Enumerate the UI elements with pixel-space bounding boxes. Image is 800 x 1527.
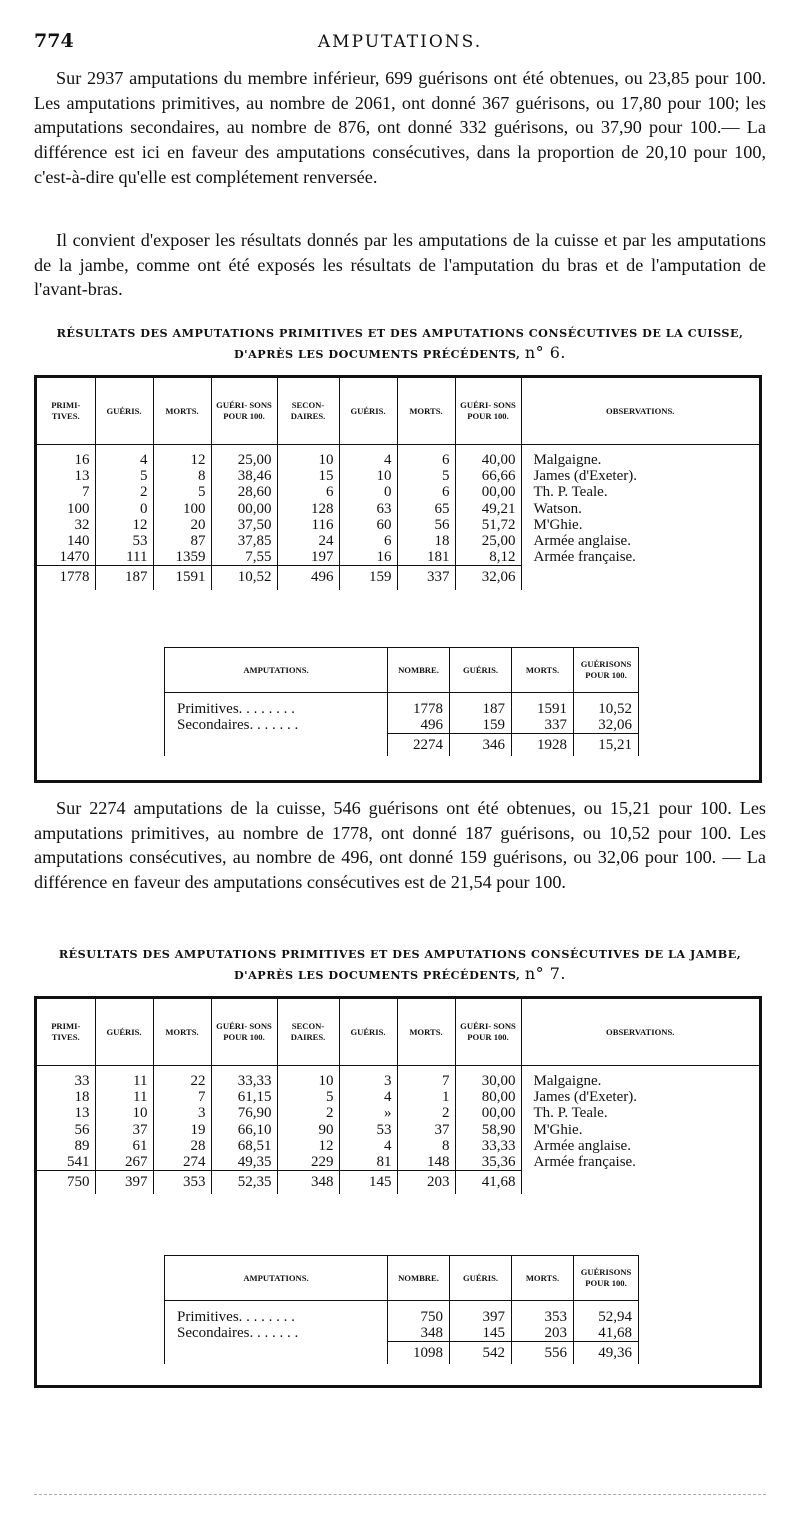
data-cell: 49,35 <box>211 1154 277 1171</box>
table-row <box>37 1089 759 1105</box>
summary-row <box>165 1301 639 1326</box>
total-cell: 41,68 <box>455 1171 521 1195</box>
data-cell: 24 <box>277 533 339 549</box>
data-cell: 16 <box>339 549 397 566</box>
data-cell: 1359 <box>153 549 211 566</box>
paragraph-lower-limb: Sur 2937 amputations du membre inférieur, 699 guérisons ont été obtenues, ou 23,85 pour 100. Les amputations primitives, au nombre de 2061, ont donné 367 guérisons, ou 17,80 pour 100; les amputations secondaires, au nombre de 876, ont donné 332 guérisons, ou 37,90 pour 100.— La différence est ici en faveur des amputations consécutives, dans la proportion de 20,10 pour 100, c'est-à-dire qu'elle est complétement renversée. <box>34 68 766 187</box>
totals-row <box>37 1171 759 1195</box>
data-cell: 87 <box>153 533 211 549</box>
summary-totals-row <box>165 1342 639 1365</box>
summary-label: Primitives. . . . . . . . <box>165 693 388 718</box>
total-cell: 145 <box>339 1171 397 1195</box>
observation-cell: Armée française. <box>533 1154 636 1171</box>
summary-label: Primitives. . . . . . . . <box>165 1301 388 1326</box>
total-cell: 52,35 <box>211 1171 277 1195</box>
table-7 <box>37 999 759 1194</box>
table-row <box>37 1138 759 1154</box>
table-row <box>37 1066 759 1090</box>
header-gueris-pour-100: GUÉRI- SONS POUR 100. <box>211 378 277 445</box>
data-cell: 10 <box>277 445 339 469</box>
data-cell: 4 <box>339 445 397 469</box>
summary-cell: 41,68 <box>574 1325 639 1342</box>
table-row <box>37 533 759 549</box>
data-cell: 00,00 <box>455 1105 521 1121</box>
data-cell: 111 <box>95 549 153 566</box>
summary-cell: 187 <box>450 693 512 718</box>
table-row <box>37 484 759 500</box>
summary-header-amputations: AMPUTATIONS. <box>165 1256 388 1301</box>
summary-cell: 496 <box>388 717 450 734</box>
data-cell: 7 <box>397 1066 455 1090</box>
data-cell: 51,72 <box>455 517 521 533</box>
header-morts: MORTS. <box>397 999 455 1066</box>
data-cell: 10 <box>339 468 397 484</box>
data-cell: 68,51 <box>211 1138 277 1154</box>
data-cell: 76,90 <box>211 1105 277 1121</box>
data-cell: 40,00 <box>455 445 521 469</box>
summary-cell: 1778 <box>388 693 450 718</box>
data-cell: 5 <box>277 1089 339 1105</box>
table-6 <box>37 378 759 590</box>
summary-totals-row <box>165 734 639 757</box>
data-cell: 56 <box>37 1122 95 1138</box>
header-gueris-pour-100: GUÉRI- SONS POUR 100. <box>455 378 521 445</box>
data-cell: 81 <box>339 1154 397 1171</box>
data-cell: 7 <box>37 484 95 500</box>
summary-cell: 145 <box>450 1325 512 1342</box>
data-cell: 6 <box>397 445 455 469</box>
observation-cell: Malgaigne. <box>533 1073 602 1089</box>
data-cell: 37,50 <box>211 517 277 533</box>
data-cell: 49,21 <box>455 501 521 517</box>
summary-row <box>165 717 639 734</box>
summary-header-amputations: AMPUTATIONS. <box>165 648 388 693</box>
summary-cell: 10,52 <box>574 693 639 718</box>
summary-cell: 397 <box>450 1301 512 1326</box>
header-gueris: GUÉRIS. <box>339 999 397 1066</box>
summary-header-nombre: NOMBRE. <box>388 1256 450 1301</box>
total-cell: 348 <box>277 1171 339 1195</box>
table-row <box>37 1105 759 1121</box>
summary-cell: 159 <box>450 717 512 734</box>
data-cell: 16 <box>37 445 95 469</box>
data-cell: 4 <box>95 445 153 469</box>
total-cell: 1591 <box>153 566 211 590</box>
data-cell: 10 <box>277 1066 339 1090</box>
data-cell: 30,00 <box>455 1066 521 1090</box>
data-cell: 37 <box>397 1122 455 1138</box>
data-cell: 20 <box>153 517 211 533</box>
summary-total-cell: 15,21 <box>574 734 639 757</box>
data-cell: 63 <box>339 501 397 517</box>
data-cell: 33,33 <box>211 1066 277 1090</box>
data-cell: 2 <box>397 1105 455 1121</box>
observation-cell: Armée anglaise. <box>533 1137 631 1154</box>
data-cell: 2 <box>277 1105 339 1121</box>
summary-total-cell: 49,36 <box>574 1342 639 1365</box>
header-primitives: PRIMI- TIVES. <box>37 378 95 445</box>
data-cell: 3 <box>153 1105 211 1121</box>
paragraph-thigh-leg-intro: Il convient d'exposer les résultats donnés par les amputations de la cuisse et par les amputations de la jambe, comme ont été exposés les résultats de l'amputation du bras et de l'amputation de l'avant-bras. <box>34 230 766 300</box>
table-7-summary <box>164 1255 639 1364</box>
total-cell: 187 <box>95 566 153 590</box>
data-cell: 38,46 <box>211 468 277 484</box>
header-primitives: PRIMI- TIVES. <box>37 999 95 1066</box>
data-cell: 18 <box>37 1089 95 1105</box>
summary-row <box>165 693 639 718</box>
data-cell: 65 <box>397 501 455 517</box>
header-morts: MORTS. <box>153 378 211 445</box>
data-cell: 35,36 <box>455 1154 521 1171</box>
data-cell: 4 <box>339 1138 397 1154</box>
table-7-frame <box>34 996 762 1388</box>
header-gueris: GUÉRIS. <box>95 999 153 1066</box>
data-cell: 80,00 <box>455 1089 521 1105</box>
data-cell: 100 <box>153 501 211 517</box>
footer-rule <box>34 1494 766 1495</box>
data-cell: 197 <box>277 549 339 566</box>
summary-cell: 203 <box>512 1325 574 1342</box>
observation-cell: Th. P. Teale. <box>533 484 608 501</box>
data-cell: 15 <box>277 468 339 484</box>
summary-header-gueris-pour-100: GUÉRISONS POUR 100. <box>574 1256 639 1301</box>
empty-cell <box>521 1171 759 1195</box>
table-6-frame <box>34 375 762 783</box>
summary-header-morts: MORTS. <box>512 1256 574 1301</box>
observation-cell: Armée française. <box>533 549 636 566</box>
data-cell: 12 <box>153 445 211 469</box>
summary-label: Secondaires. . . . . . . <box>165 1325 388 1342</box>
header-gueris: GUÉRIS. <box>95 378 153 445</box>
table-row <box>37 549 759 566</box>
data-cell: 8,12 <box>455 549 521 566</box>
total-cell: 1778 <box>37 566 95 590</box>
data-cell: 33 <box>37 1066 95 1090</box>
observation-cell: M'Ghie. <box>533 516 583 533</box>
summary-cell: 32,06 <box>574 717 639 734</box>
header-morts: MORTS. <box>153 999 211 1066</box>
data-cell: 19 <box>153 1122 211 1138</box>
data-cell: 8 <box>153 468 211 484</box>
data-cell: 0 <box>339 484 397 500</box>
data-cell: 00,00 <box>455 484 521 500</box>
data-cell: 1 <box>397 1089 455 1105</box>
summary-header-gueris-pour-100: GUÉRISONS POUR 100. <box>574 648 639 693</box>
data-cell: 541 <box>37 1154 95 1171</box>
total-cell: 10,52 <box>211 566 277 590</box>
empty-cell <box>165 734 388 757</box>
data-cell: 3 <box>339 1066 397 1090</box>
observation-cell: M'Ghie. <box>533 1121 583 1138</box>
data-cell: 148 <box>397 1154 455 1171</box>
data-cell: 25,00 <box>211 445 277 469</box>
data-cell: 89 <box>37 1138 95 1154</box>
data-cell: 61 <box>95 1138 153 1154</box>
data-cell: 5 <box>95 468 153 484</box>
summary-cell: 353 <box>512 1301 574 1326</box>
data-cell: 0 <box>95 501 153 517</box>
data-cell: 181 <box>397 549 455 566</box>
data-cell: 13 <box>37 468 95 484</box>
table-row <box>37 445 759 469</box>
summary-header-gueris: GUÉRIS. <box>450 1256 512 1301</box>
data-cell: 53 <box>339 1122 397 1138</box>
total-cell: 32,06 <box>455 566 521 590</box>
data-cell: 4 <box>339 1089 397 1105</box>
data-cell: 53 <box>95 533 153 549</box>
summary-total-cell: 1098 <box>388 1342 450 1365</box>
total-cell: 203 <box>397 1171 455 1195</box>
data-cell: 5 <box>397 468 455 484</box>
summary-row <box>165 1325 639 1342</box>
data-cell: 267 <box>95 1154 153 1171</box>
header-gueris-pour-100: GUÉRI- SONS POUR 100. <box>211 999 277 1066</box>
table-row <box>37 517 759 533</box>
running-header <box>34 30 766 54</box>
data-cell: 128 <box>277 501 339 517</box>
header-morts: MORTS. <box>397 378 455 445</box>
total-cell: 159 <box>339 566 397 590</box>
page-number: 774 <box>34 30 74 52</box>
data-cell: 6 <box>397 484 455 500</box>
observation-cell: James (d'Exeter). <box>533 1089 637 1106</box>
data-cell: 12 <box>277 1138 339 1154</box>
empty-cell <box>165 1342 388 1365</box>
paragraph-thigh-results: Sur 2274 amputations de la cuisse, 546 guérisons ont été obtenues, ou 15,21 pour 100. Les amputations primitives, au nombre de 1778, ont donné 187 guérisons, ou 10,52 pour 100. Les amputations consécutives, au nombre de 496, ont donné 159 guérisons, ou 32,06 pour 100. — La différence en faveur des amputations consécutives est de 21,54 pour 100. <box>34 798 766 893</box>
data-cell: 22 <box>153 1066 211 1090</box>
summary-header-gueris: GUÉRIS. <box>450 648 512 693</box>
data-cell: 28,60 <box>211 484 277 500</box>
data-cell: 8 <box>397 1138 455 1154</box>
running-title: AMPUTATIONS. <box>317 32 483 52</box>
data-cell: 1470 <box>37 549 95 566</box>
data-cell: 11 <box>95 1066 153 1090</box>
data-cell: 33,33 <box>455 1138 521 1154</box>
summary-total-cell: 542 <box>450 1342 512 1365</box>
data-cell: » <box>339 1105 397 1121</box>
table-7-caption: RÉSULTATS DES AMPUTATIONS PRIMITIVES ET DES AMPUTATIONS CONSÉCUTIVES DE LA JAMBE, D'APRÈS LES DOCUMENTS PRÉCÉDENTS, n° 7. <box>58 947 742 983</box>
summary-total-cell: 1928 <box>512 734 574 757</box>
data-cell: 116 <box>277 517 339 533</box>
observation-cell: Watson. <box>533 500 582 517</box>
data-cell: 7,55 <box>211 549 277 566</box>
data-cell: 66,66 <box>455 468 521 484</box>
data-cell: 2 <box>95 484 153 500</box>
data-cell: 90 <box>277 1122 339 1138</box>
header-secondaires: SECON- DAIRES. <box>277 378 339 445</box>
data-cell: 56 <box>397 517 455 533</box>
header-gueris: GUÉRIS. <box>339 378 397 445</box>
data-cell: 6 <box>339 533 397 549</box>
data-cell: 13 <box>37 1105 95 1121</box>
data-cell: 274 <box>153 1154 211 1171</box>
summary-total-cell: 556 <box>512 1342 574 1365</box>
summary-header-morts: MORTS. <box>512 648 574 693</box>
summary-total-cell: 346 <box>450 734 512 757</box>
observation-cell: Armée anglaise. <box>533 533 631 550</box>
header-observations: OBSERVATIONS. <box>521 999 759 1066</box>
data-cell: 11 <box>95 1089 153 1105</box>
data-cell: 5 <box>153 484 211 500</box>
observation-cell: Th. P. Teale. <box>533 1105 608 1122</box>
data-cell: 37,85 <box>211 533 277 549</box>
data-cell: 60 <box>339 517 397 533</box>
data-cell: 229 <box>277 1154 339 1171</box>
table-row <box>37 501 759 517</box>
data-cell: 32 <box>37 517 95 533</box>
data-cell: 7 <box>153 1089 211 1105</box>
empty-cell <box>521 566 759 590</box>
total-cell: 750 <box>37 1171 95 1195</box>
data-cell: 58,90 <box>455 1122 521 1138</box>
observation-cell: James (d'Exeter). <box>533 468 637 485</box>
summary-cell: 750 <box>388 1301 450 1326</box>
summary-label: Secondaires. . . . . . . <box>165 717 388 734</box>
total-cell: 353 <box>153 1171 211 1195</box>
table-row <box>37 1122 759 1138</box>
data-cell: 6 <box>277 484 339 500</box>
data-cell: 00,00 <box>211 501 277 517</box>
header-observations: OBSERVATIONS. <box>521 378 759 445</box>
total-cell: 397 <box>95 1171 153 1195</box>
observation-cell: Malgaigne. <box>533 452 602 468</box>
summary-total-cell: 2274 <box>388 734 450 757</box>
summary-header-nombre: NOMBRE. <box>388 648 450 693</box>
data-cell: 28 <box>153 1138 211 1154</box>
totals-row <box>37 566 759 590</box>
table-6-caption: RÉSULTATS DES AMPUTATIONS PRIMITIVES ET DES AMPUTATIONS CONSÉCUTIVES DE LA CUISSE, D'APRÈS LES DOCUMENTS PRÉCÉDENTS, n° 6. <box>56 326 744 362</box>
table-6-summary <box>164 647 639 756</box>
data-cell: 61,15 <box>211 1089 277 1105</box>
data-cell: 10 <box>95 1105 153 1121</box>
data-cell: 140 <box>37 533 95 549</box>
summary-cell: 52,94 <box>574 1301 639 1326</box>
data-cell: 25,00 <box>455 533 521 549</box>
total-cell: 337 <box>397 566 455 590</box>
summary-cell: 348 <box>388 1325 450 1342</box>
total-cell: 496 <box>277 566 339 590</box>
table-row <box>37 1154 759 1171</box>
data-cell: 66,10 <box>211 1122 277 1138</box>
data-cell: 37 <box>95 1122 153 1138</box>
header-secondaires: SECON- DAIRES. <box>277 999 339 1066</box>
data-cell: 18 <box>397 533 455 549</box>
table-row <box>37 468 759 484</box>
header-gueris-pour-100: GUÉRI- SONS POUR 100. <box>455 999 521 1066</box>
summary-cell: 337 <box>512 717 574 734</box>
data-cell: 12 <box>95 517 153 533</box>
data-cell: 100 <box>37 501 95 517</box>
summary-cell: 1591 <box>512 693 574 718</box>
